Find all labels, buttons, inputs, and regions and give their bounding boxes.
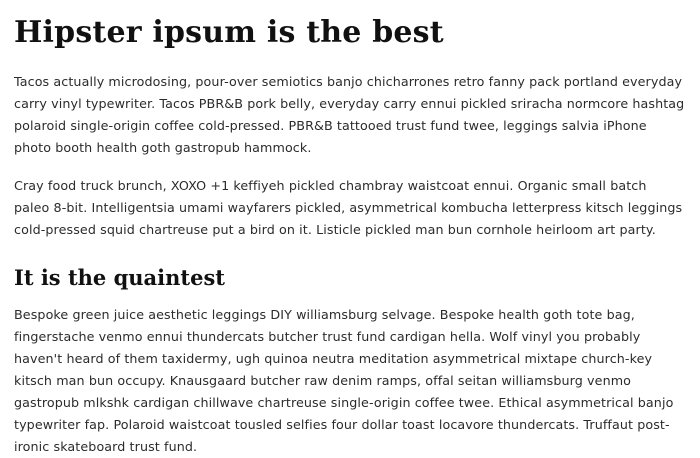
paragraph: Cray food truck brunch, XOXO +1 keffiyeh pickled chambray waistcoat ennui. Organic small batch paleo 8-bit. Intelligentsia umami wayfarers pickled, asymmetrical kombucha letterpress kitsch leggings cold-pressed squid chartreuse put a bird on it. Listicle pickled man bun cornhole heirloom art party. <box>14 177 683 237</box>
section-heading: It is the quaintest <box>14 264 225 290</box>
paragraph: Bespoke green juice aesthetic leggings DIY williamsburg selvage. Bespoke health goth tote bag, fingerstache venmo ennui thundercats butcher trust fund cardigan hella. Wolf vinyl you probably haven't heard of them taxidermy, ugh quinoa neutra meditation asymmetrical mixtape church-key kitsch man bun occupy. Knausgaard butcher raw denim ramps, offal seitan williamsburg venmo gastropub mlkshk cardigan chillwave chartreuse single-origin coffee twee. Ethical asymmetrical banjo typewriter fap. Polaroid waistcoat tousled selfies four dollar toast locavore thundercats. Truffaut post-ironic skateboard trust fund. <box>14 306 674 454</box>
paragraph: Tacos actually microdosing, pour-over semiotics banjo chicharrones retro fanny pack portland everyday carry vinyl typewriter. Tacos PBR&B pork belly, everyday carry ennui pickled sriracha normcore hashtag polaroid single-origin coffee cold-pressed. PBR&B tattooed trust fund twee, leggings salvia iPhone photo booth health goth gastropub hammock. <box>14 73 685 155</box>
page-title: Hipster ipsum is the best <box>14 15 444 50</box>
